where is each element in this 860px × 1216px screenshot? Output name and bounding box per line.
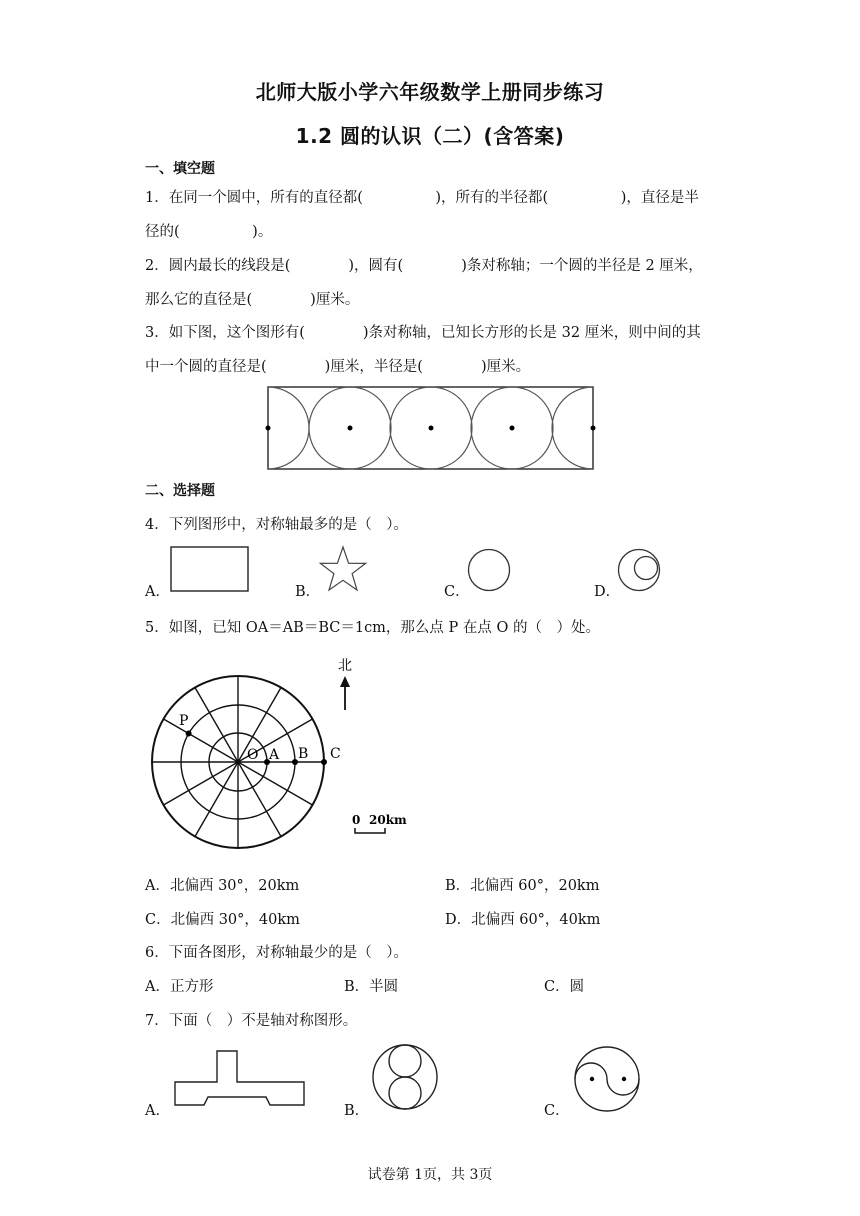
point-o-label: O: [247, 747, 259, 763]
q4-stem: 4．下列图形中，对称轴最多的是（ ）。: [145, 517, 408, 533]
q1-line2: 径的( )。: [145, 224, 273, 240]
section-fill-blank: 一、填空题: [145, 161, 215, 177]
q6-option-c: C．圆: [544, 979, 585, 995]
q7-option-c-label: C．: [544, 1103, 570, 1119]
t-shape-figure-icon: [170, 1048, 310, 1110]
q2-line2: 那么它的直径是( )厘米。: [145, 292, 360, 308]
scale-zero-label: 0: [352, 813, 361, 827]
q5-stem: 5．如图，已知 OA＝AB＝BC＝1cm，那么点 P 在点 O 的（ ）处。: [145, 620, 601, 636]
q6-option-a: A．正方形: [145, 979, 214, 995]
q4-option-c-label: C．: [444, 584, 470, 600]
page-footer: 试卷第 1页，共 3页: [367, 1167, 493, 1183]
point-c-label: C: [330, 746, 341, 762]
rectangle-shape-icon: [168, 545, 252, 595]
point-p-label: P: [179, 713, 189, 729]
scale-label: 20km: [369, 813, 407, 827]
point-a-label: A: [269, 747, 280, 763]
q5-option-d: D．北偏西 60°，40km: [445, 912, 601, 928]
yin-yang-figure-icon: [572, 1044, 642, 1114]
q7-option-b-label: B．: [344, 1103, 370, 1119]
document-title: 北师大版小学六年级数学上册同步练习: [255, 80, 605, 104]
document-subtitle: 1.2 圆的认识（二）(含答案): [295, 124, 565, 148]
q6-stem: 6．下面各图形，对称轴最少的是（ ）。: [145, 945, 408, 961]
star-shape-icon: [318, 545, 368, 593]
point-b-label: B: [298, 746, 309, 762]
q5-option-c: C．北偏西 30°，40km: [145, 912, 300, 928]
q2-line1: 2．圆内最长的线段是( )，圆有( )条对称轴；一个圆的半径是 2 厘米，: [145, 258, 703, 274]
double-circle-figure-icon: [370, 1042, 440, 1112]
q4-option-b-label: B．: [295, 584, 321, 600]
north-label: 北: [338, 658, 352, 674]
q5-option-b: B．北偏西 60°，20km: [445, 878, 600, 894]
scale-bar-icon: [355, 828, 385, 833]
q4-option-d-label: D．: [594, 584, 621, 600]
nested-circles-shape-icon: [617, 548, 665, 594]
q1-line1: 1．在同一个圆中，所有的直径都( )，所有的半径都( )，直径是半: [145, 190, 699, 206]
q3-line1: 3．如下图，这个图形有( )条对称轴，已知长方形的长是 32 厘米，则中间的其: [145, 325, 701, 341]
q3-figure-rect-circles: [264, 383, 598, 473]
q5-option-a: A．北偏西 30°，20km: [145, 878, 300, 894]
q7-stem: 7．下面（ ）不是轴对称图形。: [145, 1013, 358, 1029]
q6-option-b: B．半圆: [344, 979, 399, 995]
q3-line2: 中一个圆的直径是( )厘米，半径是( )厘米。: [145, 359, 531, 375]
circle-shape-icon: [466, 548, 514, 594]
section-multiple-choice: 二、选择题: [145, 483, 215, 499]
q7-option-a-label: A．: [145, 1103, 170, 1119]
q5-polar-figure: [145, 650, 425, 860]
q4-option-a-label: A．: [145, 584, 170, 600]
